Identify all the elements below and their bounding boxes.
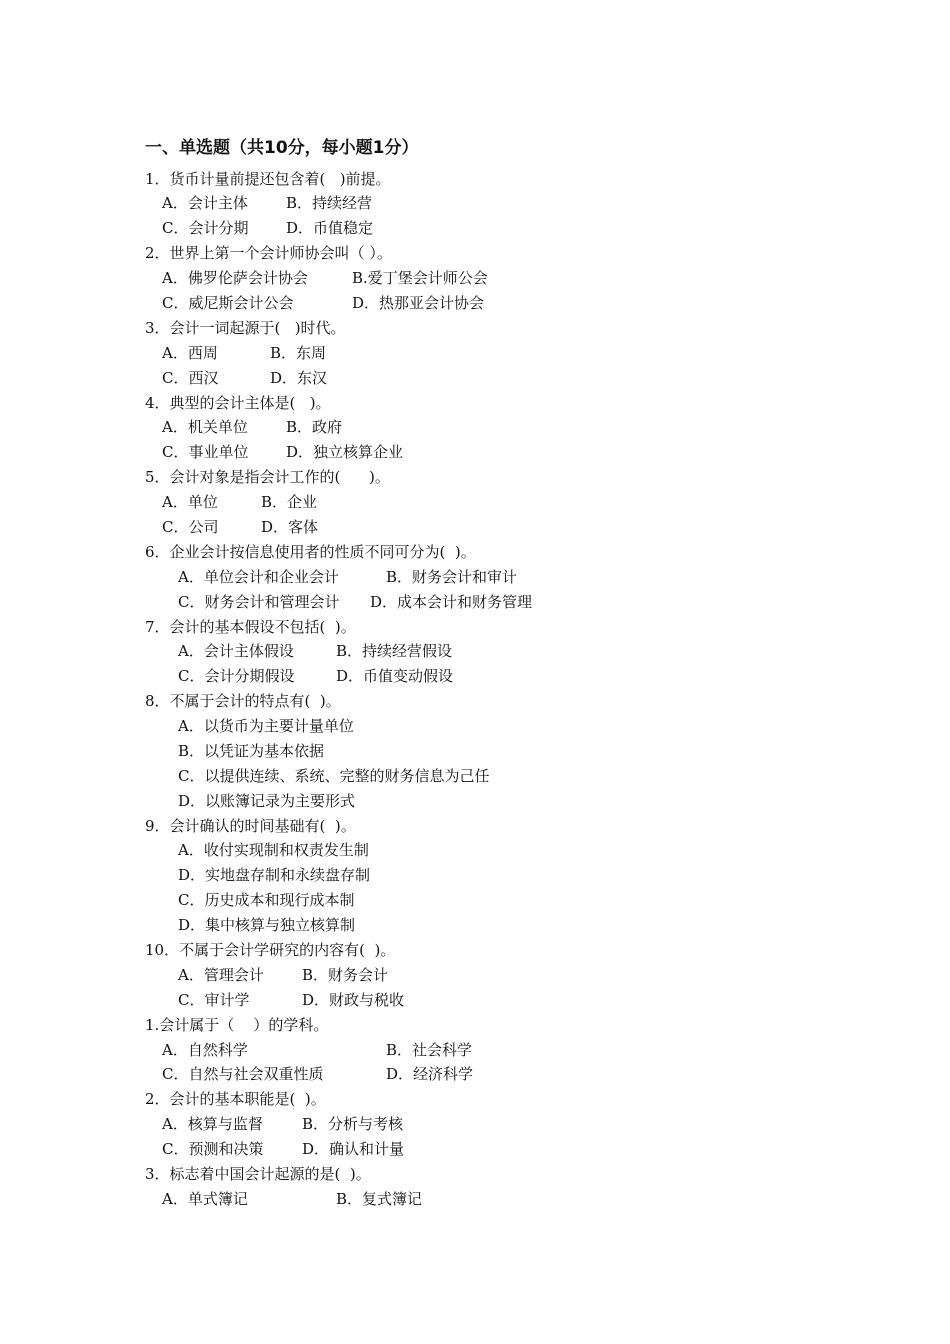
option-line: A．收付实现制和权责发生制 [178,841,369,859]
option-a: A．核算与监督 [162,1115,263,1133]
option-b: B．社会科学 [386,1041,473,1059]
question-b1: 1.会计属于（ ）的学科。 [145,1016,329,1034]
question-b3: 3．标志着中国会计起源的是( )。 [145,1165,371,1183]
option-a: A．会计主体假设 [178,642,294,660]
option-b: B．财务会计 [302,966,389,984]
question-8: 8．不属于会计的特点有( )。 [145,692,341,710]
option-c: C．西汉 [162,369,219,387]
question-6: 6．企业会计按信息使用者的性质不同可分为( )。 [145,543,476,561]
option-a: A．单式簿记 [162,1190,248,1208]
question-7: 7．会计的基本假设不包括( )。 [145,618,356,636]
option-a: A．佛罗伦萨会计协会 [162,269,308,287]
option-line: A．以货币为主要计量单位 [178,717,354,735]
option-line: B．以凭证为基本依据 [178,742,325,760]
option-a: A．单位 [162,493,218,511]
question-b2: 2．会计的基本职能是( )。 [145,1090,326,1108]
option-c: C．自然与社会双重性质 [162,1065,324,1083]
option-b: B．企业 [261,493,318,511]
option-b: B．财务会计和审计 [386,568,518,586]
option-a: A．机关单位 [162,418,248,436]
option-c: C．会计分期假设 [178,667,295,685]
option-a: A．管理会计 [178,966,264,984]
option-d: D．热那亚会计协会 [352,294,485,312]
option-line: D．以账簿记录为主要形式 [178,792,356,810]
option-b: B．复式簿记 [336,1190,423,1208]
question-9: 9．会计确认的时间基础有( )。 [145,817,356,835]
option-line: D．集中核算与独立核算制 [178,916,356,934]
question-3: 3．会计一词起源于( )时代。 [145,319,346,337]
option-a: A．西周 [162,344,218,362]
question-4: 4．典型的会计主体是( )。 [145,394,331,412]
option-b: B．东周 [270,344,327,362]
option-c: C．事业单位 [162,443,249,461]
option-b: B．持续经营 [286,194,373,212]
option-b: B．分析与考核 [302,1115,404,1133]
option-b: B.爱丁堡会计师公会 [352,269,488,287]
option-d: D．客体 [261,518,319,536]
option-d: D．经济科学 [386,1065,474,1083]
option-c: C．威尼斯会计公会 [162,294,294,312]
question-10: 10．不属于会计学研究的内容有( )。 [145,941,396,959]
question-5: 5．会计对象是指会计工作的( )。 [145,468,390,486]
option-d: D．确认和计量 [302,1140,405,1158]
option-d: D．成本会计和财务管理 [370,593,533,611]
option-d: D．东汉 [270,369,328,387]
option-line: C．以提供连续、系统、完整的财务信息为己任 [178,767,490,785]
option-c: C．会计分期 [162,219,249,237]
option-d: D．币值稳定 [286,219,374,237]
option-a: A．单位会计和企业会计 [178,568,339,586]
option-c: C．审计学 [178,991,250,1009]
option-line: D．实地盘存制和永续盘存制 [178,866,371,884]
option-a: A．自然科学 [162,1041,248,1059]
option-c: C．预测和决策 [162,1140,264,1158]
option-b: B．政府 [286,418,343,436]
option-b: B．持续经营假设 [336,642,453,660]
section-title: 一、单选题（共10分，每小题1分） [145,138,419,158]
option-line: C．历史成本和现行成本制 [178,891,355,909]
option-c: C．公司 [162,518,219,536]
question-2: 2．世界上第一个会计师协会叫（ ）。 [145,244,392,262]
option-c: C．财务会计和管理会计 [178,593,340,611]
question-1: 1．货币计量前提还包含着( )前提。 [145,170,391,188]
option-a: A．会计主体 [162,194,248,212]
option-d: D．财政与税收 [302,991,405,1009]
option-d: D．独立核算企业 [286,443,404,461]
option-d: D．币值变动假设 [336,667,454,685]
